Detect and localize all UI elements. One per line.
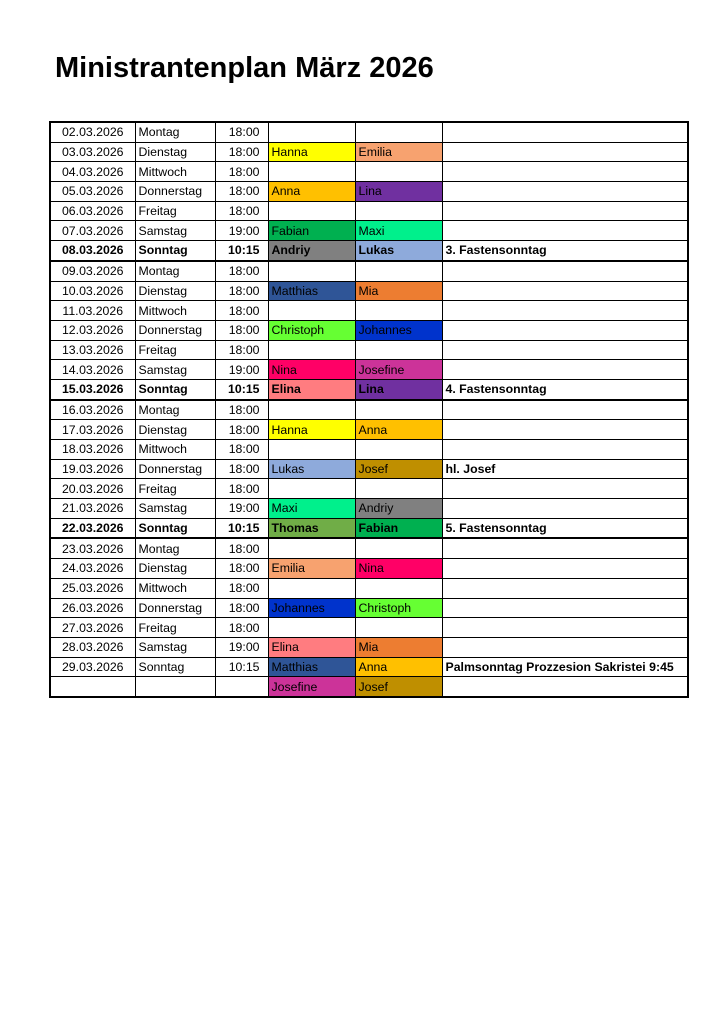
table-row	[50, 538, 688, 558]
date-cell: 19.03.2026	[50, 459, 135, 479]
server-1-cell: Maxi	[268, 499, 355, 519]
date-cell: 29.03.2026	[50, 657, 135, 677]
note-cell	[442, 360, 688, 380]
date-cell: 28.03.2026	[50, 637, 135, 657]
note-cell: 3. Fastensonntag	[442, 241, 688, 261]
server-2-cell	[355, 122, 442, 142]
table-row	[50, 281, 688, 301]
table-row	[50, 122, 688, 142]
server-2-cell: Lina	[355, 182, 442, 202]
table-row	[50, 162, 688, 182]
time-cell: 18:00	[215, 400, 268, 420]
table-row	[50, 340, 688, 360]
server-1-cell: Andriy	[268, 241, 355, 261]
table-row	[50, 320, 688, 340]
server-1-cell: Nina	[268, 360, 355, 380]
server-2-cell	[355, 440, 442, 460]
time-cell: 10:15	[215, 241, 268, 261]
time-cell: 18:00	[215, 459, 268, 479]
weekday-cell: Montag	[135, 400, 215, 420]
table-row	[50, 420, 688, 440]
server-2-cell	[355, 479, 442, 499]
server-1-cell	[268, 578, 355, 598]
weekday-cell: Donnerstag	[135, 320, 215, 340]
table-row	[50, 578, 688, 598]
table-row	[50, 142, 688, 162]
note-cell: 5. Fastensonntag	[442, 518, 688, 538]
server-1-cell: Josefine	[268, 677, 355, 697]
time-cell: 19:00	[215, 637, 268, 657]
server-1-cell	[268, 301, 355, 321]
table-row	[50, 459, 688, 479]
server-1-cell: Thomas	[268, 518, 355, 538]
server-1-cell: Hanna	[268, 142, 355, 162]
server-2-cell: Maxi	[355, 221, 442, 241]
table-row	[50, 301, 688, 321]
weekday-cell: Freitag	[135, 479, 215, 499]
server-1-cell	[268, 162, 355, 182]
date-cell: 03.03.2026	[50, 142, 135, 162]
weekday-cell: Sonntag	[135, 241, 215, 261]
weekday-cell: Mittwoch	[135, 301, 215, 321]
note-cell	[442, 677, 688, 697]
weekday-cell: Sonntag	[135, 518, 215, 538]
table-row	[50, 637, 688, 657]
note-cell: Palmsonntag Prozzesion Sakristei 9:45	[442, 657, 688, 677]
note-cell	[442, 281, 688, 301]
table-row	[50, 559, 688, 579]
date-cell: 10.03.2026	[50, 281, 135, 301]
server-1-cell: Lukas	[268, 459, 355, 479]
note-cell	[442, 122, 688, 142]
note-cell	[442, 618, 688, 638]
weekday-cell: Samstag	[135, 221, 215, 241]
server-1-cell: Emilia	[268, 559, 355, 579]
table-row	[50, 598, 688, 618]
weekday-cell: Montag	[135, 261, 215, 281]
time-cell: 18:00	[215, 479, 268, 499]
weekday-cell: Mittwoch	[135, 440, 215, 460]
note-cell	[442, 142, 688, 162]
date-cell: 17.03.2026	[50, 420, 135, 440]
server-2-cell: Anna	[355, 657, 442, 677]
server-2-cell: Johannes	[355, 320, 442, 340]
server-1-cell: Elina	[268, 379, 355, 399]
server-1-cell: Anna	[268, 182, 355, 202]
date-cell: 02.03.2026	[50, 122, 135, 142]
server-1-cell: Fabian	[268, 221, 355, 241]
time-cell	[215, 677, 268, 697]
server-1-cell: Matthias	[268, 281, 355, 301]
server-2-cell	[355, 340, 442, 360]
note-cell	[442, 499, 688, 519]
server-2-cell: Josef	[355, 459, 442, 479]
time-cell: 18:00	[215, 122, 268, 142]
server-2-cell: Mia	[355, 637, 442, 657]
date-cell: 21.03.2026	[50, 499, 135, 519]
server-1-cell	[268, 201, 355, 221]
time-cell: 19:00	[215, 499, 268, 519]
server-2-cell: Mia	[355, 281, 442, 301]
server-2-cell	[355, 301, 442, 321]
note-cell	[442, 221, 688, 241]
table-row	[50, 618, 688, 638]
server-2-cell: Fabian	[355, 518, 442, 538]
note-cell	[442, 400, 688, 420]
weekday-cell: Freitag	[135, 201, 215, 221]
time-cell: 18:00	[215, 162, 268, 182]
server-1-cell	[268, 440, 355, 460]
table-row	[50, 518, 688, 538]
weekday-cell: Dienstag	[135, 420, 215, 440]
server-2-cell: Nina	[355, 559, 442, 579]
server-1-cell: Johannes	[268, 598, 355, 618]
server-1-cell	[268, 618, 355, 638]
weekday-cell: Samstag	[135, 499, 215, 519]
schedule-body	[50, 122, 688, 697]
date-cell: 25.03.2026	[50, 578, 135, 598]
time-cell: 18:00	[215, 578, 268, 598]
note-cell	[442, 201, 688, 221]
table-row	[50, 261, 688, 281]
date-cell: 07.03.2026	[50, 221, 135, 241]
weekday-cell: Dienstag	[135, 559, 215, 579]
note-cell	[442, 340, 688, 360]
weekday-cell: Donnerstag	[135, 459, 215, 479]
note-cell	[442, 162, 688, 182]
server-2-cell: Andriy	[355, 499, 442, 519]
date-cell: 08.03.2026	[50, 241, 135, 261]
server-1-cell	[268, 400, 355, 420]
weekday-cell: Dienstag	[135, 281, 215, 301]
server-2-cell	[355, 400, 442, 420]
time-cell: 18:00	[215, 142, 268, 162]
note-cell	[442, 598, 688, 618]
note-cell	[442, 320, 688, 340]
date-cell: 12.03.2026	[50, 320, 135, 340]
server-1-cell	[268, 261, 355, 281]
date-cell: 05.03.2026	[50, 182, 135, 202]
time-cell: 19:00	[215, 360, 268, 380]
server-2-cell: Emilia	[355, 142, 442, 162]
date-cell: 11.03.2026	[50, 301, 135, 321]
time-cell: 10:15	[215, 657, 268, 677]
weekday-cell: Donnerstag	[135, 598, 215, 618]
time-cell: 18:00	[215, 301, 268, 321]
weekday-cell: Sonntag	[135, 657, 215, 677]
server-1-cell	[268, 122, 355, 142]
note-cell: 4. Fastensonntag	[442, 379, 688, 399]
time-cell: 18:00	[215, 618, 268, 638]
server-2-cell: Lina	[355, 379, 442, 399]
time-cell: 18:00	[215, 320, 268, 340]
table-row	[50, 499, 688, 519]
time-cell: 18:00	[215, 201, 268, 221]
time-cell: 18:00	[215, 281, 268, 301]
note-cell	[442, 420, 688, 440]
table-row	[50, 182, 688, 202]
time-cell: 18:00	[215, 420, 268, 440]
server-1-cell	[268, 479, 355, 499]
table-row	[50, 201, 688, 221]
weekday-cell	[135, 677, 215, 697]
time-cell: 18:00	[215, 261, 268, 281]
weekday-cell: Montag	[135, 538, 215, 558]
time-cell: 19:00	[215, 221, 268, 241]
server-2-cell: Lukas	[355, 241, 442, 261]
note-cell	[442, 578, 688, 598]
time-cell: 18:00	[215, 340, 268, 360]
server-2-cell: Christoph	[355, 598, 442, 618]
note-cell	[442, 559, 688, 579]
weekday-cell: Mittwoch	[135, 162, 215, 182]
date-cell: 24.03.2026	[50, 559, 135, 579]
schedule-table	[49, 121, 689, 698]
note-cell	[442, 538, 688, 558]
server-1-cell	[268, 538, 355, 558]
server-1-cell: Matthias	[268, 657, 355, 677]
server-1-cell	[268, 340, 355, 360]
table-row	[50, 241, 688, 261]
time-cell: 18:00	[215, 598, 268, 618]
date-cell: 15.03.2026	[50, 379, 135, 399]
server-2-cell: Josef	[355, 677, 442, 697]
date-cell: 20.03.2026	[50, 479, 135, 499]
date-cell: 27.03.2026	[50, 618, 135, 638]
weekday-cell: Samstag	[135, 360, 215, 380]
weekday-cell: Montag	[135, 122, 215, 142]
server-1-cell: Hanna	[268, 420, 355, 440]
note-cell	[442, 479, 688, 499]
server-1-cell: Christoph	[268, 320, 355, 340]
table-row	[50, 360, 688, 380]
server-2-cell	[355, 261, 442, 281]
server-1-cell: Elina	[268, 637, 355, 657]
weekday-cell: Samstag	[135, 637, 215, 657]
note-cell	[442, 637, 688, 657]
server-2-cell	[355, 578, 442, 598]
date-cell: 14.03.2026	[50, 360, 135, 380]
table-row	[50, 677, 688, 697]
time-cell: 18:00	[215, 440, 268, 460]
date-cell: 22.03.2026	[50, 518, 135, 538]
server-2-cell	[355, 538, 442, 558]
server-2-cell	[355, 618, 442, 638]
weekday-cell: Sonntag	[135, 379, 215, 399]
server-2-cell: Josefine	[355, 360, 442, 380]
weekday-cell: Freitag	[135, 618, 215, 638]
time-cell: 18:00	[215, 538, 268, 558]
server-2-cell: Anna	[355, 420, 442, 440]
page-title: Ministrantenplan März 2026	[55, 52, 434, 84]
date-cell: 04.03.2026	[50, 162, 135, 182]
date-cell: 13.03.2026	[50, 340, 135, 360]
date-cell: 16.03.2026	[50, 400, 135, 420]
date-cell: 23.03.2026	[50, 538, 135, 558]
date-cell: 09.03.2026	[50, 261, 135, 281]
date-cell: 18.03.2026	[50, 440, 135, 460]
note-cell	[442, 301, 688, 321]
table-row	[50, 379, 688, 399]
note-cell	[442, 440, 688, 460]
date-cell: 06.03.2026	[50, 201, 135, 221]
table-row	[50, 221, 688, 241]
weekday-cell: Mittwoch	[135, 578, 215, 598]
server-2-cell	[355, 201, 442, 221]
note-cell	[442, 261, 688, 281]
note-cell	[442, 182, 688, 202]
table-row	[50, 479, 688, 499]
weekday-cell: Freitag	[135, 340, 215, 360]
weekday-cell: Dienstag	[135, 142, 215, 162]
time-cell: 18:00	[215, 559, 268, 579]
table-row	[50, 400, 688, 420]
time-cell: 10:15	[215, 518, 268, 538]
date-cell	[50, 677, 135, 697]
time-cell: 10:15	[215, 379, 268, 399]
note-cell: hl. Josef	[442, 459, 688, 479]
server-2-cell	[355, 162, 442, 182]
table-row	[50, 440, 688, 460]
weekday-cell: Donnerstag	[135, 182, 215, 202]
table-row	[50, 657, 688, 677]
date-cell: 26.03.2026	[50, 598, 135, 618]
time-cell: 18:00	[215, 182, 268, 202]
